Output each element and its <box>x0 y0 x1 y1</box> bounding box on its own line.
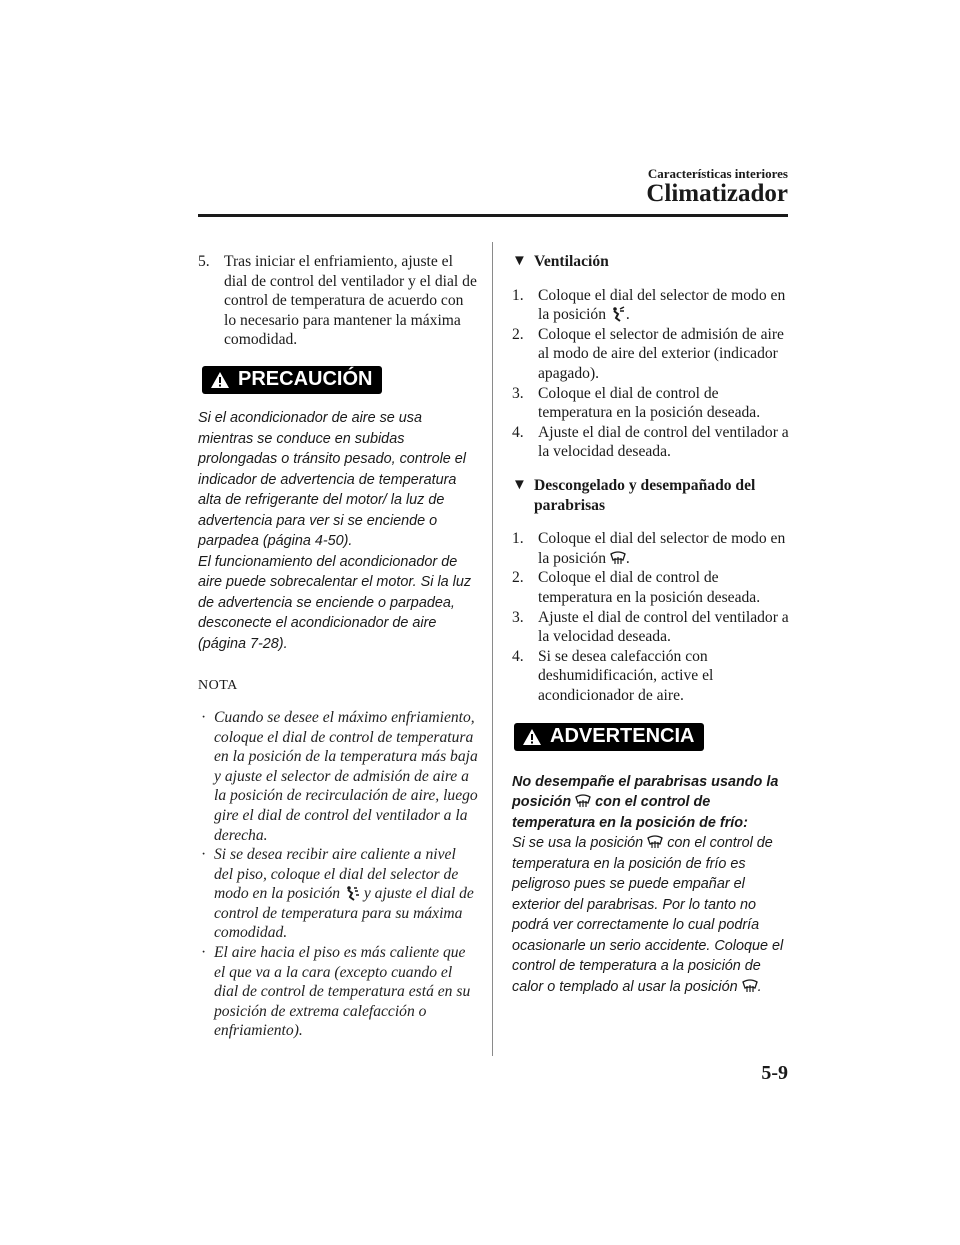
vent-step-4 <box>512 423 792 462</box>
warning-text-b: con el control de temperatura en la posición de frío es peligroso pues se puede empañar el exterior del parabrisas. Por lo tanto no podrá ver correctamente lo cual podría ocasionarle un serio accidente. Coloque el control de temperatura a la posición de calor o templado al usar la posición <box>512 835 784 995</box>
vent-step-3 <box>512 384 792 423</box>
caution-label: PRECAUCIÓN <box>238 367 373 390</box>
step-text: Ajuste el dial de control del ventilador a la velocidad deseada. <box>538 608 789 646</box>
bullet-dot: · <box>201 846 207 864</box>
bullet-dot: · <box>201 944 207 962</box>
step-text: Si se desea calefacción con deshumidificación, active el acondicionador de aire. <box>538 647 714 704</box>
right-column <box>512 252 792 997</box>
step-text: Coloque el dial de control de temperatura en la posición deseada. <box>538 384 761 422</box>
step-number: 5. <box>198 253 210 270</box>
step-number: 2. <box>512 325 524 343</box>
warning-triangle-icon <box>522 728 542 746</box>
step-number: 2. <box>512 569 524 587</box>
bullet-text-b: y ajuste el dial de control de temperatura para su máxima comodidad. <box>214 885 474 942</box>
heading-text: Descongelado y desempañado del parabrisas <box>534 476 756 514</box>
caution-box <box>198 366 478 394</box>
header-divider <box>198 214 788 217</box>
step-text-end: . <box>625 549 630 567</box>
face-mode-icon <box>610 306 626 322</box>
caution-badge <box>202 366 382 394</box>
warning-bold-a: No desempañe el parabrisas usando la posición <box>512 773 779 811</box>
section-triangle-icon: ▼ <box>512 476 527 493</box>
defroster-icon <box>575 793 591 809</box>
step-number: 3. <box>512 384 524 402</box>
step-number: 4. <box>512 647 524 665</box>
step-text: Coloque el dial del selector de modo en la posición <box>538 530 786 567</box>
warning-triangle-icon <box>210 371 230 389</box>
warning-label: ADVERTENCIA <box>550 725 695 748</box>
defroster-icon <box>647 834 663 850</box>
defroster-icon <box>610 550 626 566</box>
bullet-dot: · <box>201 708 207 726</box>
left-column <box>198 252 478 1041</box>
defrost-step-2 <box>512 568 792 607</box>
section-label: Características interiores <box>647 166 788 181</box>
caution-paragraph-2: El funcionamiento del acondicionador de aire puede sobrecalentar el motor. Si la luz de advertencia se enciende o parpadea, desconecte el acondicionador de aire (página 7-28). <box>198 553 472 652</box>
note-label: NOTA <box>198 678 238 694</box>
step-number: 1. <box>512 530 524 548</box>
warning-body-text <box>512 833 792 997</box>
defrost-step-1 <box>512 529 792 568</box>
section-triangle-icon: ▼ <box>512 253 527 269</box>
warning-bold-b: con el control de temperatura en la posición de frío: <box>512 794 748 831</box>
step-number: 4. <box>512 423 524 441</box>
warning-bold-text <box>512 772 792 834</box>
note-bullet-3 <box>198 943 478 1041</box>
step-5 <box>198 252 478 350</box>
step-text: Coloque el selector de admisión de aire al modo de aire del exterior (indicador apagado). <box>538 325 784 382</box>
step-text: Coloque el dial del selector de modo en la posición <box>538 286 786 324</box>
defroster-icon <box>742 978 758 994</box>
warning-text-c: . <box>757 978 762 995</box>
warning-badge <box>514 723 704 751</box>
note-bullet-1 <box>198 708 478 845</box>
step-number: 1. <box>512 286 524 304</box>
page-title: Climatizador <box>646 180 788 207</box>
warning-box <box>512 723 792 751</box>
bullet-text: El aire hacia el piso es más caliente que el que va a la cara (excepto cuando el dial de control de temperatura está en su posición de extrema calefacción o enfriamiento). <box>214 944 471 1040</box>
defrost-step-4 <box>512 647 792 706</box>
step-text: Tras iniciar el enfriamiento, ajuste el dial de control del ventilador y el dial de control de temperatura de acuerdo con lo necesario para mantener la máxima comodidad. <box>224 253 477 349</box>
bullet-text: Cuando se desee el máximo enfriamiento, coloque el dial de control de temperatura en la posición de la temperatura más baja y ajuste el selector de admisión de aire a la posición de recirculación de aire, luego gire el dial de control del ventilador a la derecha. <box>214 708 478 844</box>
defrost-step-3 <box>512 608 792 647</box>
floor-mode-icon <box>344 885 360 901</box>
column-divider <box>492 242 493 1056</box>
warning-text-a: Si se usa la posición <box>512 835 644 852</box>
step-text: Ajuste el dial de control del ventilador a la velocidad deseada. <box>538 423 789 461</box>
caution-paragraph-1: Si el acondicionador de aire se usa mientras se conduce en subidas prolongadas o tránsito pesado, controle el indicador de advertencia de temperatura alta de refrigerante del motor/ la luz de advertencia para ver si se enciende o parpadea (página 4-50). <box>198 410 467 550</box>
ventilation-heading <box>512 252 792 272</box>
defrost-heading <box>512 476 792 515</box>
step-text-end: . <box>625 306 630 324</box>
step-number: 3. <box>512 608 524 626</box>
vent-step-1 <box>512 286 792 325</box>
step-text: Coloque el dial de control de temperatura en la posición deseada. <box>538 569 761 606</box>
note-bullet-2 <box>198 845 478 943</box>
bullet-text-a: Si se desea recibir aire caliente a nivel del piso, coloque el dial del selector de modo en la posición <box>214 846 459 903</box>
page-number: 5-9 <box>761 1062 788 1084</box>
vent-step-2 <box>512 325 792 384</box>
heading-text: Ventilación <box>534 253 609 270</box>
